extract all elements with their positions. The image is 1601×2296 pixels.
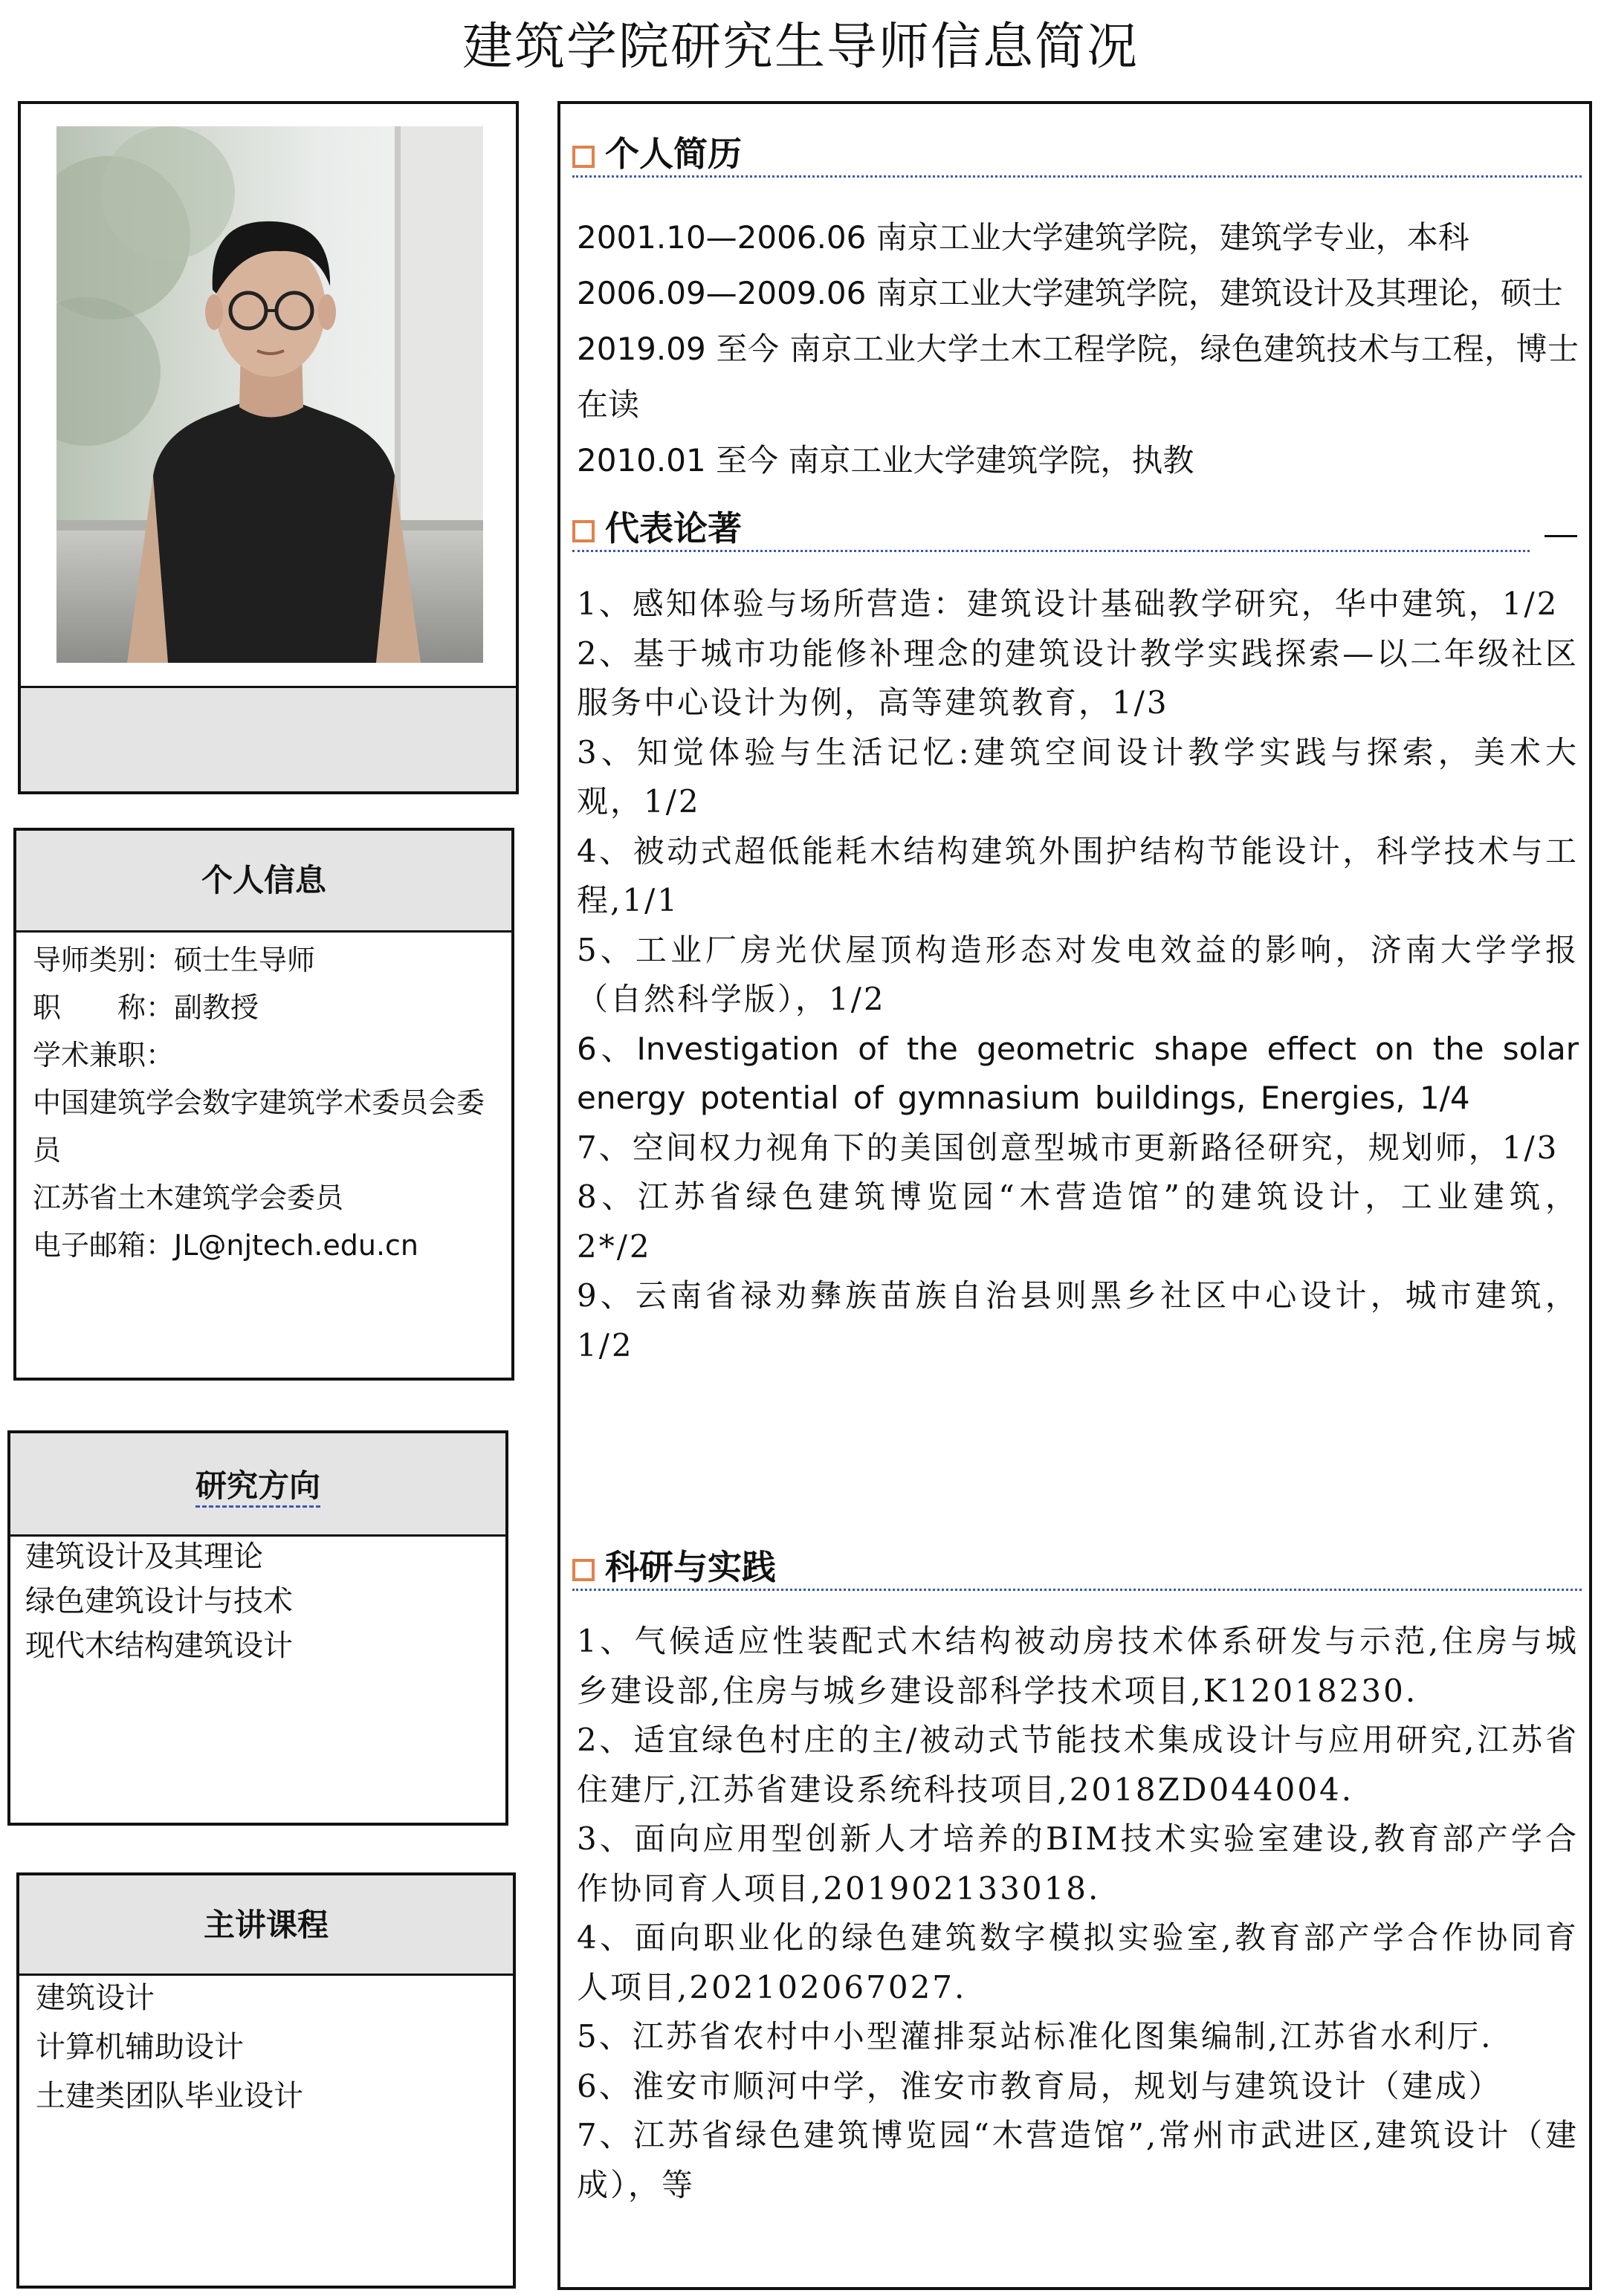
- courses-body: [36, 1974, 502, 2121]
- resume-item: 2019.09 至今 南京工业大学土木工程学院，绿色建筑技术与工程，博士在读: [577, 331, 1579, 423]
- info-line: 导师类别：硕士生导师: [33, 944, 316, 976]
- info-line: 学术兼职：: [33, 1039, 175, 1071]
- resume-item: 2010.01 至今 南京工业大学建筑学院，执教: [577, 442, 1194, 479]
- project-item: 3、面向应用型创新人才培养的BIM技术实验室建设,教育部产学合作协同育人项目,201902133018.: [577, 1820, 1579, 1907]
- course-item: 建筑设计: [36, 1981, 155, 2015]
- project-item: 4、面向职业化的绿色建筑数字模拟实验室,教育部产学合作协同育人项目,202102067027.: [577, 1919, 1579, 2005]
- photo-card: [18, 101, 519, 794]
- detail-panel: [557, 101, 1592, 2290]
- project-item: 7、江苏省绿色建筑博览园“木营造馆”,常州市武进区,建筑设计（建成），等: [577, 2117, 1579, 2203]
- paper-item: 3、知觉体验与生活记忆:建筑空间设计教学实践与探索，美术大观，1/2: [577, 733, 1579, 820]
- photo-caption-area: [21, 688, 516, 791]
- project-item: 2、适宜绿色村庄的主/被动式节能技术集成设计与应用研究,江苏省住建厅,江苏省建设系统科技项目,2018ZD044004.: [577, 1722, 1579, 1808]
- research-heading: 研究方向: [195, 1468, 320, 1508]
- page-title: 建筑学院研究生导师信息简况: [462, 18, 1139, 77]
- info-line: 电子邮箱：JL@njtech.edu.cn: [33, 1229, 418, 1262]
- course-item: 土建类团队毕业设计: [36, 2079, 303, 2113]
- papers-heading: 代表论著: [605, 508, 742, 548]
- courses-panel: [16, 1872, 516, 2289]
- resume-list: [577, 210, 1579, 488]
- section-square-icon: [572, 520, 595, 542]
- course-item: 计算机辅助设计: [36, 2030, 244, 2064]
- project-item: 1、气候适应性装配式木结构被动房技术体系研发与示范,住房与城乡建设部,住房与城乡建设部科学技术项目,K12018230.: [577, 1623, 1579, 1709]
- paper-item: 6、Investigation of the geometric shape effect on the solar energy potential of gymnasium buildings, Energies, 1/4: [577, 1030, 1579, 1116]
- resume-section-header: [572, 131, 1582, 177]
- project-item: 5、江苏省农村中小型灌排泵站标准化图集编制,江苏省水利厅.: [577, 2018, 1493, 2055]
- resume-item: 2006.09—2009.06 南京工业大学建筑学院，建筑设计及其理论，硕士: [577, 275, 1563, 311]
- papers-section-header: [572, 505, 1582, 551]
- section-divider: [572, 550, 1530, 552]
- research-item: 建筑设计及其理论: [25, 1540, 263, 1574]
- papers-list: [577, 580, 1579, 1370]
- section-divider: [572, 175, 1582, 178]
- research-item: 现代木结构建筑设计: [25, 1629, 293, 1663]
- paper-item: 9、云南省禄劝彝族苗族自治县则黑乡社区中心设计，城市建筑，1/2: [577, 1277, 1579, 1363]
- paper-item: 4、被动式超低能耗木结构建筑外围护结构节能设计，科学技术与工程,1/1: [577, 832, 1579, 918]
- resume-heading: 个人简历: [605, 134, 742, 174]
- section-divider-tail: [1545, 535, 1577, 537]
- section-square-icon: [572, 1559, 595, 1581]
- project-item: 6、淮安市顺河中学，淮安市教育局，规划与建筑设计（建成）: [577, 2067, 1502, 2104]
- paper-item: 7、空间权力视角下的美国创意型城市更新路径研究，规划师，1/3: [577, 1129, 1559, 1166]
- info-line: 职 称：副教授: [33, 991, 259, 1024]
- resume-item: 2001.10—2006.06 南京工业大学建筑学院，建筑学专业，本科: [577, 219, 1469, 256]
- personal-info-heading: 个人信息: [16, 831, 511, 933]
- research-heading-bar: [10, 1433, 505, 1537]
- projects-heading: 科研与实践: [605, 1547, 776, 1587]
- courses-heading: 主讲课程: [19, 1875, 513, 1976]
- paper-item: 5、工业厂房光伏屋顶构造形态对发电效益的影响，济南大学学报（自然科学版），1/2: [577, 931, 1579, 1017]
- portrait-photo: [56, 126, 483, 663]
- research-body: [25, 1534, 495, 1668]
- projects-section-header: [572, 1544, 1582, 1590]
- section-square-icon: [572, 146, 595, 168]
- paper-item: 8、江苏省绿色建筑博览园“木营造馆”的建筑设计，工业建筑，2*/2: [577, 1178, 1579, 1265]
- paper-item: 1、感知体验与场所营造：建筑设计基础教学研究，华中建筑，1/2: [577, 586, 1559, 622]
- section-divider: [572, 1589, 1582, 1591]
- projects-list: [577, 1617, 1579, 2210]
- research-direction-panel: [7, 1430, 508, 1826]
- info-line: 中国建筑学会数字建筑学术委员会委员: [33, 1086, 485, 1167]
- personal-info-body: [33, 936, 501, 1269]
- info-line: 江苏省土木建筑学会委员: [33, 1181, 344, 1214]
- paper-item: 2、基于城市功能修补理念的建筑设计教学实践探索—以二年级社区服务中心设计为例，高等建筑教育，1/3: [577, 635, 1579, 721]
- personal-info-panel: [13, 828, 514, 1381]
- research-item: 绿色建筑设计与技术: [25, 1584, 293, 1618]
